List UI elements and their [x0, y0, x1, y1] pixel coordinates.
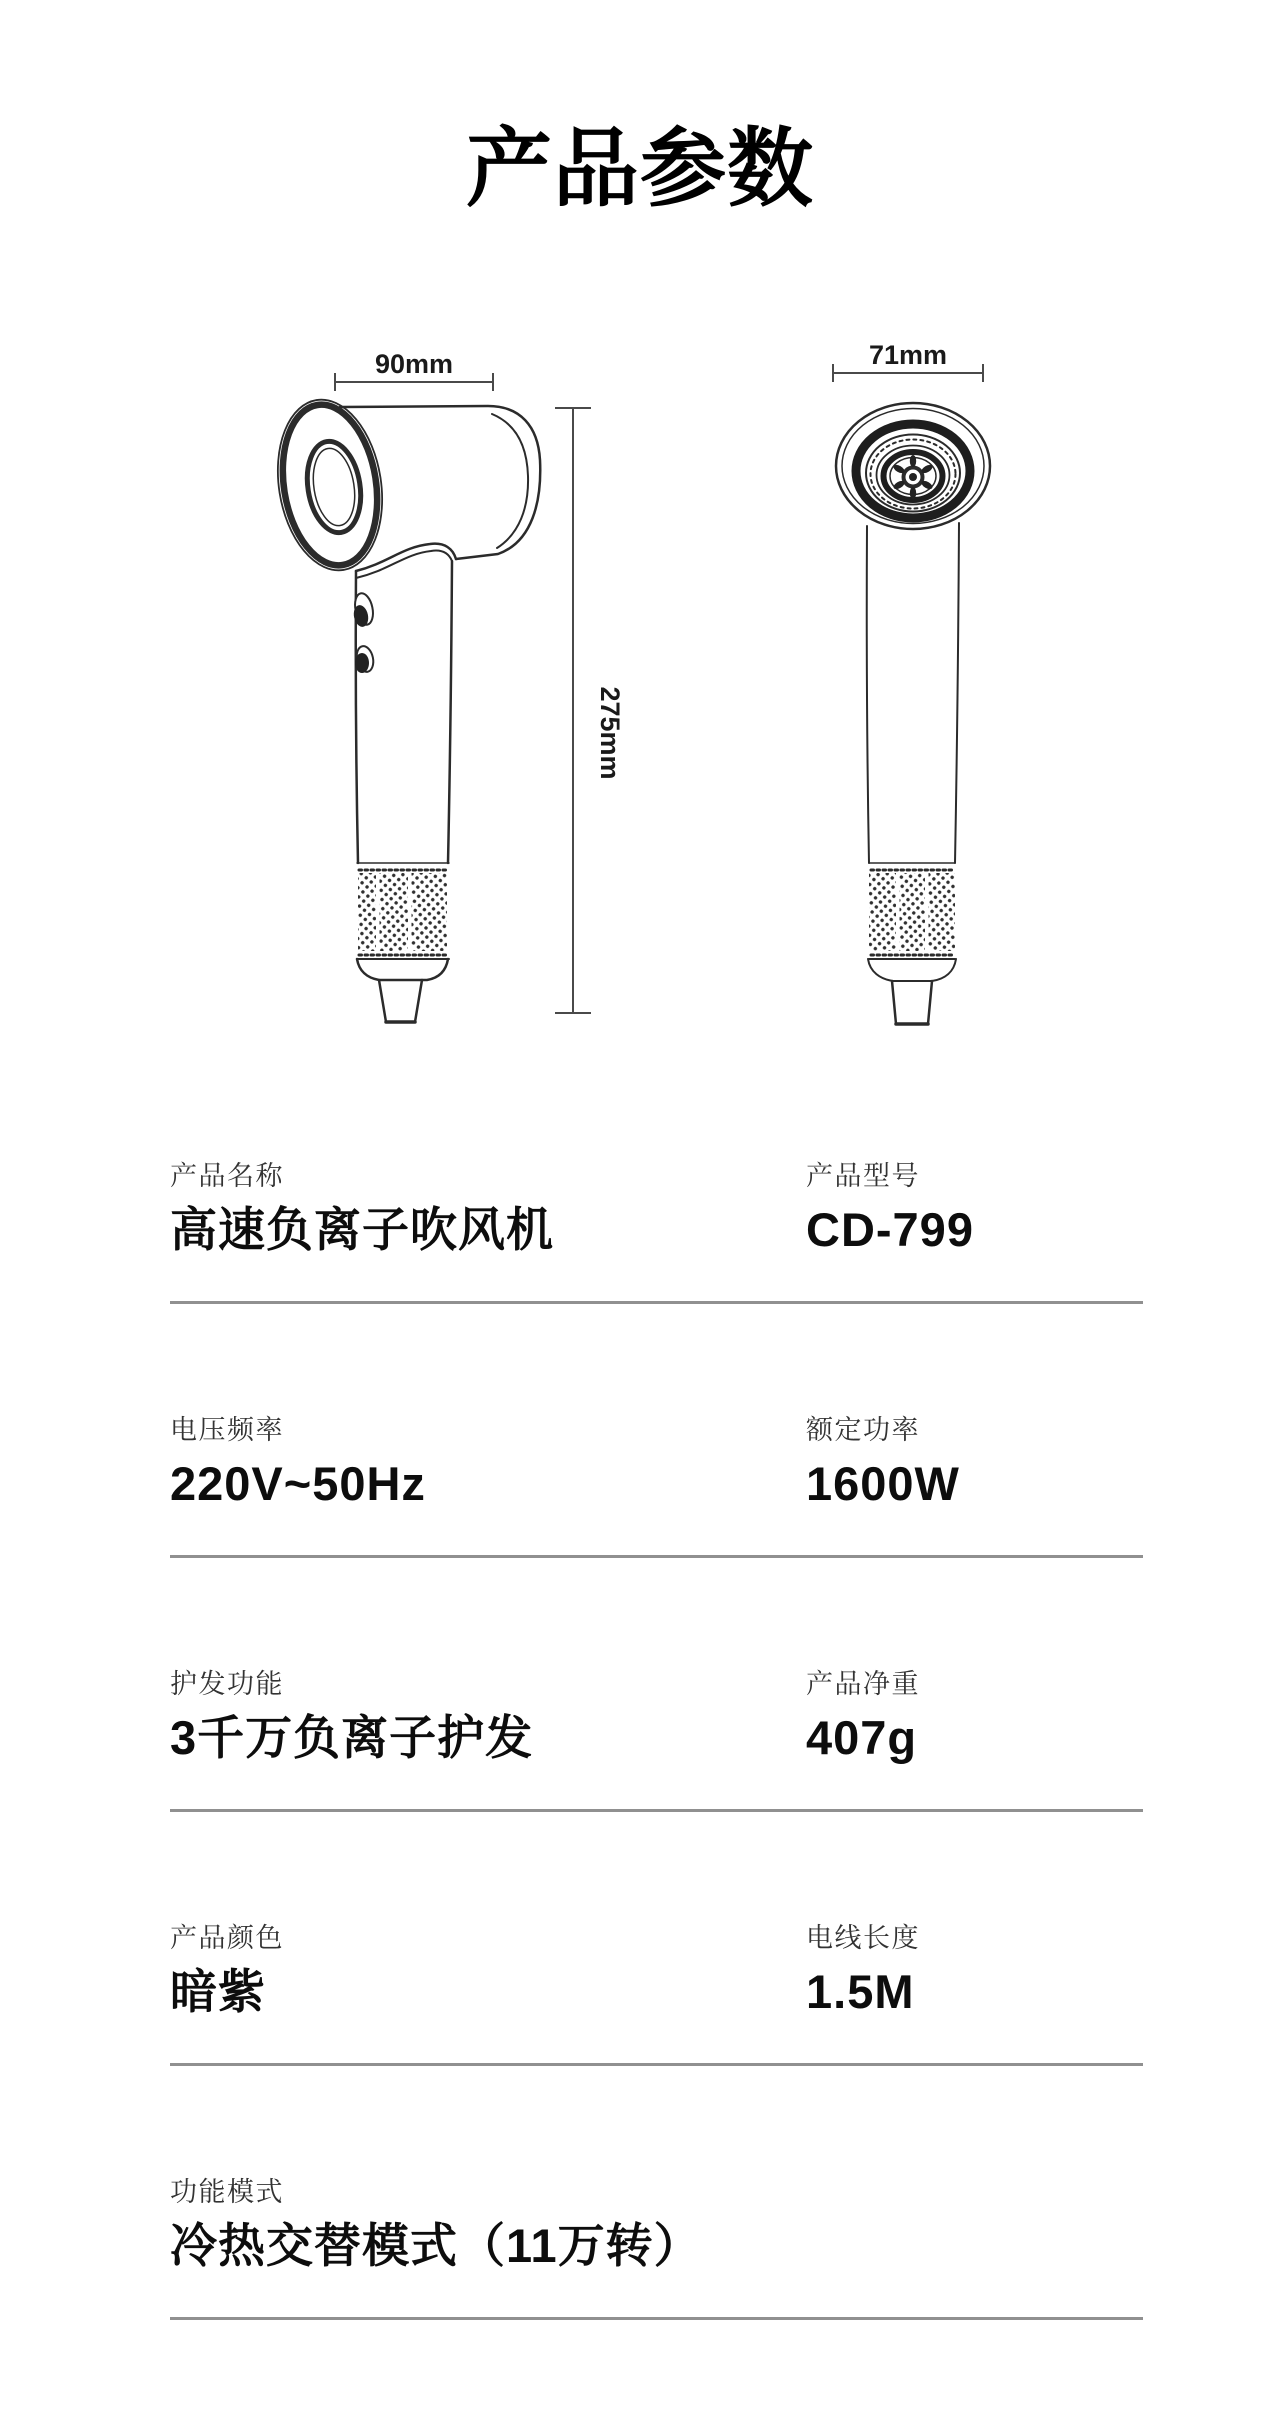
- spec-value: 220V~50Hz: [170, 1457, 426, 1510]
- spec-cell-color: [170, 1923, 806, 2018]
- spec-value: 高速负离子吹风机: [170, 1203, 554, 1256]
- spec-value: 冷热交替模式（11万转）: [170, 2219, 702, 2272]
- spec-label: 额定功率: [806, 1415, 920, 1445]
- spec-value: 3千万负离子护发: [170, 1711, 534, 1764]
- product-diagram: [0, 330, 1280, 1050]
- spec-value: CD-799: [806, 1203, 974, 1256]
- spec-row-mode: [170, 2066, 1143, 2320]
- spec-cell-product-name: [170, 1161, 806, 1256]
- spec-value: 1600W: [806, 1457, 960, 1510]
- spec-label: 产品型号: [806, 1161, 920, 1191]
- front-view-width-label: 71mm: [868, 340, 948, 370]
- spec-cell-cable-length: [806, 1923, 1143, 2018]
- filter-mesh-front: [869, 863, 955, 959]
- page-title: 产品参数: [466, 121, 814, 217]
- spec-cell-model: [806, 1161, 1143, 1256]
- spec-row-name-model: [170, 1163, 1143, 1304]
- spec-row-voltage-power: [170, 1304, 1143, 1558]
- product-diagram-section: [0, 330, 1280, 1050]
- spec-row-color-cable: [170, 1812, 1143, 2066]
- spec-cell-rated-power: [806, 1415, 1143, 1510]
- spec-value: 1.5M: [806, 1965, 915, 2018]
- spec-label: 产品名称: [170, 1161, 284, 1191]
- spec-cell-voltage: [170, 1415, 806, 1510]
- spec-label: 护发功能: [170, 1669, 284, 1699]
- spec-row-haircare-weight: [170, 1558, 1143, 1812]
- spec-value: 407g: [806, 1711, 918, 1764]
- spec-label: 电线长度: [806, 1923, 920, 1953]
- spec-label: 产品净重: [806, 1669, 920, 1699]
- spec-cell-net-weight: [806, 1669, 1143, 1764]
- spec-cell-empty: [806, 2179, 1143, 2269]
- spec-label: 产品颜色: [170, 1923, 284, 1953]
- hair-dryer-front-view-drawing: [836, 403, 990, 1024]
- side-view-height-label: 275mm: [595, 686, 625, 780]
- filter-mesh: [357, 863, 449, 959]
- spec-label: 电压频率: [170, 1415, 284, 1445]
- spec-table: [170, 1163, 1143, 2320]
- side-view-width-label: 90mm: [374, 349, 454, 379]
- spec-label: 功能模式: [170, 2177, 284, 2207]
- hair-dryer-side-view-drawing: [266, 392, 540, 1022]
- spec-value: 暗紫: [170, 1965, 266, 2018]
- spec-cell-function-mode: [170, 2177, 806, 2272]
- spec-cell-haircare-function: [170, 1669, 806, 1764]
